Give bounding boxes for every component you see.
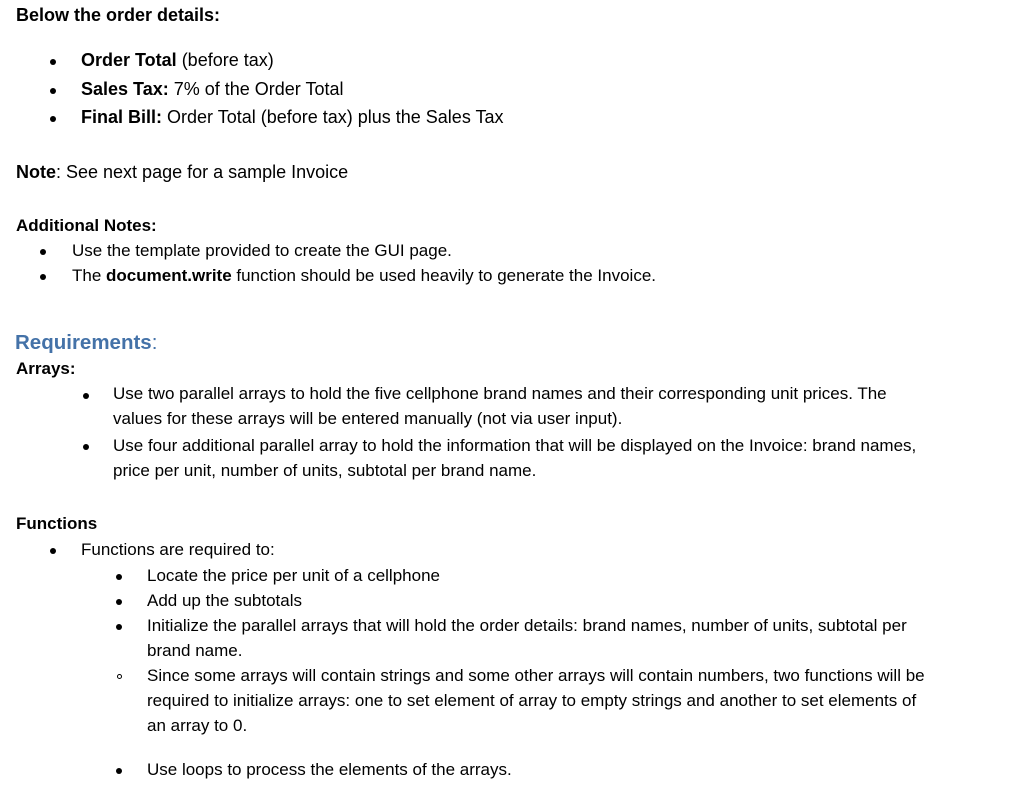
additional-notes-heading: Additional Notes: <box>16 216 157 235</box>
bullet-icon <box>50 116 56 122</box>
intro-item-text: 7% of the Order Total <box>168 79 344 99</box>
order-details-heading: Below the order details: <box>16 5 221 25</box>
note-code: document.write <box>106 266 232 285</box>
bullet-icon <box>50 88 56 94</box>
arrays-item-line: Use two parallel arrays to hold the five cellphone brand names and their corresponding unit prices. The <box>113 384 887 403</box>
intro-item-label: Final Bill: <box>81 107 162 127</box>
arrays-item-line: Use four additional parallel array to hold the information that will be displayed on the Invoice: brand names, <box>113 436 917 455</box>
bullet-icon <box>83 444 89 450</box>
bullet-icon <box>50 59 56 65</box>
arrays-heading: Arrays: <box>16 359 76 378</box>
bullet-icon <box>83 393 89 399</box>
intro-item-label: Order Total <box>81 50 177 70</box>
requirements-heading <box>15 331 157 355</box>
note-text: : See next page for a sample Invoice <box>56 162 349 182</box>
bullet-icon <box>116 574 122 580</box>
intro-item-text: (before tax) <box>176 50 274 70</box>
intro-item-final-bill <box>81 107 504 128</box>
hollow-bullet-icon <box>117 674 122 679</box>
functions-heading: Functions <box>16 514 98 533</box>
functions-sub-item-line: Since some arrays will contain strings and some other arrays will contain numbers, two functions will be <box>147 666 925 685</box>
intro-item-label: Sales Tax: <box>81 79 169 99</box>
additional-note-item: Use the template provided to create the GUI page. <box>72 241 452 260</box>
note-line <box>16 162 348 183</box>
functions-sub-item-line: an array to 0. <box>147 716 248 735</box>
functions-sub-item-line: required to initialize arrays: one to set element of array to empty strings and another to set elements of <box>147 691 917 710</box>
intro-item-text: Order Total (before tax) plus the Sales Tax <box>162 107 504 127</box>
bullet-icon <box>40 249 46 255</box>
intro-item-order-total <box>81 50 274 71</box>
arrays-item-line: values for these arrays will be entered manually (not via user input). <box>113 409 623 428</box>
note-label: Note <box>16 162 56 182</box>
bullet-icon <box>116 624 122 630</box>
intro-item-sales-tax <box>81 79 343 100</box>
functions-sub-item-line: brand name. <box>147 641 243 660</box>
functions-sub-item: Add up the subtotals <box>147 591 303 610</box>
bullet-icon <box>116 768 122 774</box>
note-text: The <box>72 266 107 285</box>
functions-sub-item: Use loops to process the elements of the arrays. <box>147 760 512 779</box>
functions-sub-item: Locate the price per unit of a cellphone <box>147 566 440 585</box>
additional-note-item <box>72 266 656 286</box>
bullet-icon <box>116 599 122 605</box>
requirements-colon: : <box>151 331 158 354</box>
functions-sub-item-line: Initialize the parallel arrays that will hold the order details: brand names, number of units, subtotal per <box>147 616 907 635</box>
bullet-icon <box>50 548 56 554</box>
functions-intro: Functions are required to: <box>81 540 275 559</box>
bullet-icon <box>40 274 46 280</box>
note-text: function should be used heavily to generate the Invoice. <box>231 266 657 285</box>
requirements-title: Requirements <box>15 331 152 354</box>
arrays-item-line: price per unit, number of units, subtotal per brand name. <box>113 461 537 480</box>
